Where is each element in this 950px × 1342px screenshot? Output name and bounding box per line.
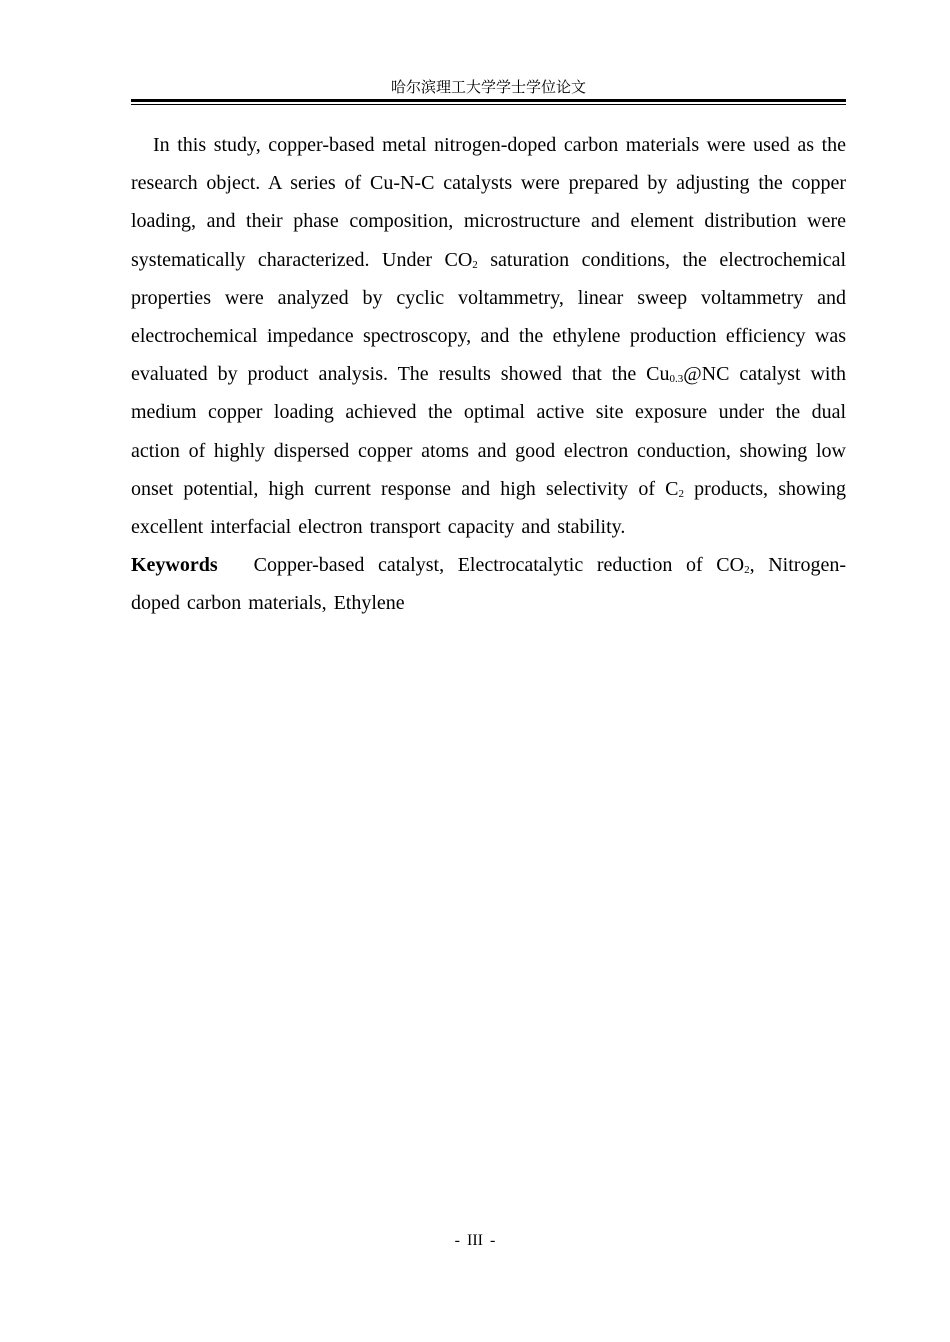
header-rule-thick	[131, 99, 846, 102]
page-header: 哈尔滨理工大学学士学位论文	[390, 78, 586, 96]
abstract-text-2: saturation conditions, the electrochemical properties were analyzed by cyclic voltammetry, linear sweep voltammetry and electrochemical impedance spectroscopy, and the ethylene production efficiency was evaluated by product analysis. The results showed that the Cu	[131, 248, 846, 386]
header-rule-thin	[131, 104, 846, 105]
page-number: - III -	[454, 1232, 496, 1249]
abstract-text-1: In this study, copper-based metal nitrogen-doped carbon materials were used as the research object. A series of Cu-N-C catalysts were prepared by adjusting the copper loading, and their phase composition, microstructure and element distribution were systematically characterized. Under CO	[131, 134, 846, 271]
keywords-text-2: , Nitrogen-doped carbon materials, Ethylene	[131, 554, 846, 615]
abstract-paragraph	[131, 126, 846, 546]
abstract-text-3: @NC catalyst with medium copper loading achieved the optimal active site exposure under the dual action of highly dispersed copper atoms and good electron conduction, showing low onset potential, high current response and high selectivity of C	[131, 363, 847, 500]
subscript-co2: 2	[472, 258, 478, 271]
keywords-label: Keywords	[131, 554, 218, 577]
subscript-c2: 2	[678, 487, 684, 500]
keywords-paragraph	[131, 546, 846, 622]
abstract-text-4: products, showing excellent interfacial electron transport capacity and stability.	[131, 477, 846, 539]
keywords-text-1: Copper-based catalyst, Electrocatalytic reduction of CO	[253, 554, 745, 577]
subscript-cu-loading: 0.3	[669, 373, 684, 386]
subscript-keywords-co2: 2	[744, 564, 750, 577]
document-body	[131, 126, 846, 623]
